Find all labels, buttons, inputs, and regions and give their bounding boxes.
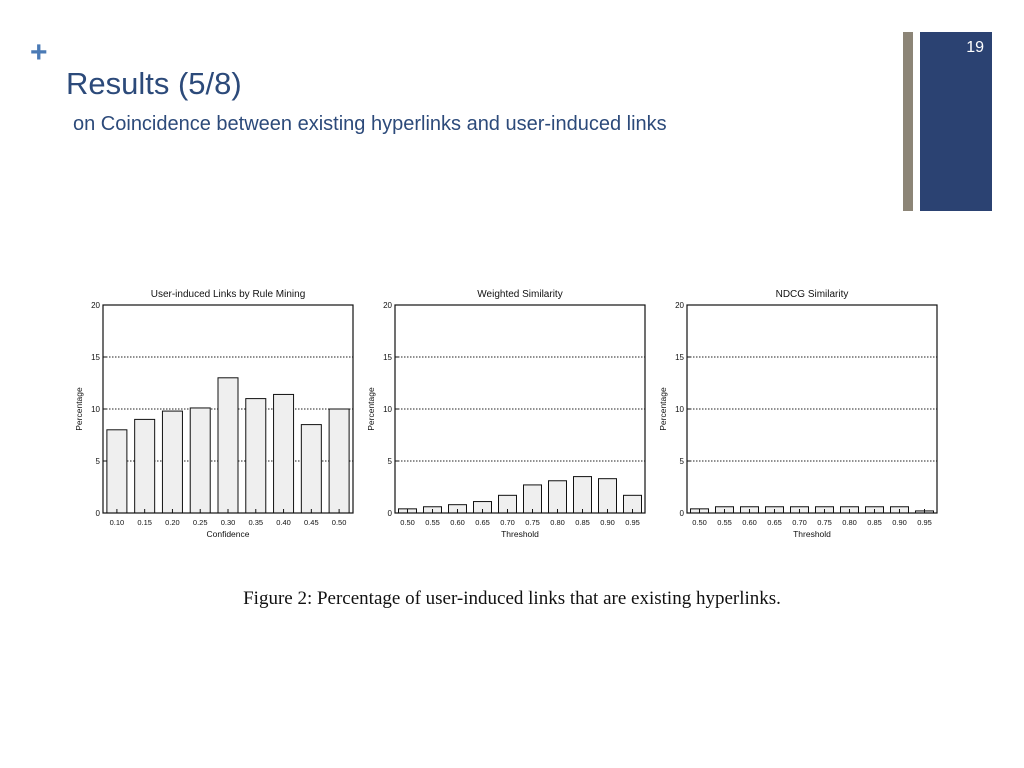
y-tick-label: 15 (675, 353, 684, 362)
y-tick-label: 10 (91, 405, 100, 414)
x-tick-label: 0.30 (220, 518, 236, 527)
bar (599, 479, 617, 513)
y-axis-label: Percentage (366, 387, 376, 431)
chart-title: User-induced Links by Rule Mining (150, 289, 306, 300)
y-axis-label: Percentage (658, 387, 668, 431)
bar (162, 411, 182, 513)
y-tick-label: 15 (383, 353, 392, 362)
x-tick-label: 0.95 (625, 518, 640, 527)
x-tick-label: 0.50 (400, 518, 415, 527)
chart-panel-1 (74, 289, 353, 539)
x-tick-label: 0.65 (767, 518, 782, 527)
x-tick-label: 0.60 (450, 518, 465, 527)
chart-panel-2 (366, 289, 645, 539)
y-tick-label: 5 (95, 457, 100, 466)
x-tick-label: 0.40 (276, 518, 291, 527)
x-tick-label: 0.55 (717, 518, 732, 527)
bar (274, 394, 294, 513)
x-tick-label: 0.95 (917, 518, 932, 527)
bar (574, 477, 592, 513)
x-tick-label: 0.90 (600, 518, 615, 527)
chart-panel-3 (658, 289, 937, 539)
x-tick-label: 0.15 (137, 518, 152, 527)
y-tick-label: 0 (95, 509, 100, 518)
y-tick-label: 20 (383, 301, 392, 310)
x-axis-label: Confidence (206, 529, 250, 539)
chart-title: Weighted Similarity (477, 289, 563, 300)
x-tick-label: 0.85 (867, 518, 882, 527)
chart-title: NDCG Similarity (775, 289, 849, 300)
figure-caption: Figure 2: Percentage of user-induced links that are existing hyperlinks. (243, 588, 781, 609)
x-tick-label: 0.10 (109, 518, 125, 527)
bar (218, 378, 238, 513)
y-tick-label: 0 (387, 509, 392, 518)
bar (190, 408, 210, 513)
grey-accent-bar (903, 32, 913, 211)
x-tick-label: 0.80 (550, 518, 565, 527)
x-tick-label: 0.50 (331, 518, 347, 527)
x-tick-label: 0.50 (692, 518, 707, 527)
bar (107, 430, 127, 513)
y-axis-label: Percentage (74, 387, 84, 431)
x-tick-label: 0.55 (425, 518, 440, 527)
bar (524, 485, 542, 513)
y-tick-label: 5 (387, 457, 392, 466)
y-tick-label: 10 (675, 405, 684, 414)
x-tick-label: 0.65 (475, 518, 490, 527)
x-tick-label: 0.90 (892, 518, 907, 527)
y-tick-label: 5 (679, 457, 684, 466)
y-tick-label: 20 (675, 301, 684, 310)
x-tick-label: 0.85 (575, 518, 590, 527)
x-tick-label: 0.60 (742, 518, 757, 527)
x-tick-label: 0.70 (500, 518, 515, 527)
bar (549, 481, 567, 513)
x-axis-label: Threshold (501, 529, 539, 539)
x-tick-label: 0.20 (165, 518, 180, 527)
x-tick-label: 0.80 (842, 518, 857, 527)
x-axis-label: Threshold (793, 529, 831, 539)
y-tick-label: 0 (679, 509, 684, 518)
bar (329, 409, 349, 513)
bar (301, 425, 321, 513)
y-tick-label: 20 (91, 301, 100, 310)
plus-icon: + (30, 36, 48, 69)
x-tick-label: 0.75 (525, 518, 540, 527)
slide-number-box (920, 32, 992, 211)
y-tick-label: 15 (91, 353, 100, 362)
slide-number: 19 (966, 39, 984, 56)
x-tick-label: 0.25 (192, 518, 208, 527)
x-tick-label: 0.45 (304, 518, 319, 527)
x-tick-label: 0.75 (817, 518, 832, 527)
slide-subtitle: on Coincidence between existing hyperlinks and user-induced links (73, 113, 667, 135)
x-tick-label: 0.70 (792, 518, 807, 527)
bar (135, 419, 155, 513)
x-tick-label: 0.35 (248, 518, 264, 527)
slide-title: Results (5/8) (66, 66, 242, 101)
charts-figure (70, 280, 950, 550)
y-tick-label: 10 (383, 405, 392, 414)
bar (246, 399, 266, 513)
